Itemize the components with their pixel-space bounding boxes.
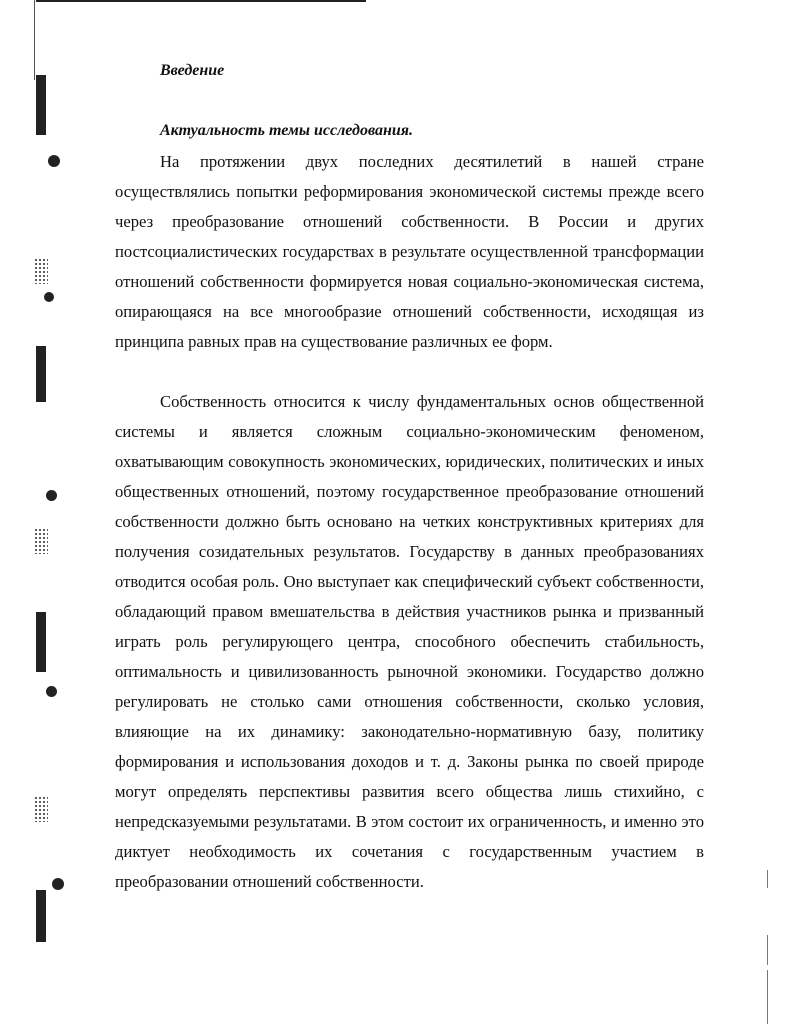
- scan-right-rule: [767, 935, 768, 965]
- paragraph-2: Собственность относится к числу фундаментальных основ общественной системы и является сложным социально-экономическим феноменом, охватывающим совокупность экономических, юридических, политических и иных общественных отношений, поэтому государственное преобразование отношений собственности должно быть основано на четких конструктивных критериях для получения созидательных результатов. Государству в данных преобразованиях отводится особая роль. Оно выступает как специфический субъект собственности, обладающий правом вмешательства в действия участников рынка и призванный играть роль регулирующего центра, способного обеспечить стабильность, оптимальность и цивилизованность рыночной экономики. Государство должно регулировать не столько сами отношения собственности, сколько условия, влияющие на их динамику: законодательно-нормативную базу, политику формирования и использования доходов и т. д. Законы рынка по своей природе могут определять перспективы развития всего общества лишь стихийно, с непредсказуемыми результатами. В этом состоит их ограниченность, и именно это диктует необходимость их сочетания с государственным участием в преобразовании отношений собственности.: [115, 392, 704, 891]
- scan-top-rule: [36, 0, 366, 2]
- scan-right-rule: [767, 970, 768, 1024]
- scan-artifact-dot: [46, 686, 57, 697]
- scan-artifact-dots: [34, 528, 48, 554]
- scan-artifact-dots: [34, 796, 48, 822]
- scan-artifact-dot: [48, 155, 60, 167]
- scan-artifact-bar: [36, 75, 46, 135]
- section-subheading: Актуальность темы исследования.: [160, 122, 413, 139]
- paragraph-1: На протяжении двух последних десятилетий в нашей стране осуществлялись попытки реформирования экономической системы прежде всего через преобразование отношений собственности. В России и других постсоциалистических государствах в результате осуществленной трансформации отношений собственности формируется новая социально-экономическая система, опирающаяся на все многообразие отношений собственности, исходящая из принципа равных прав на существование различных ее форм.: [115, 152, 704, 351]
- section-heading: Введение: [160, 62, 225, 79]
- scan-artifact-bar: [36, 612, 46, 672]
- scan-artifact-bar: [36, 890, 46, 942]
- scan-artifact-bar: [36, 346, 46, 402]
- scan-artifact-dot: [44, 292, 54, 302]
- scan-artifact-dot: [46, 490, 57, 501]
- scan-right-rule: [767, 870, 768, 888]
- scan-artifact-dots: [34, 258, 48, 284]
- scan-artifact-dot: [52, 878, 64, 890]
- scan-left-rule: [34, 0, 35, 80]
